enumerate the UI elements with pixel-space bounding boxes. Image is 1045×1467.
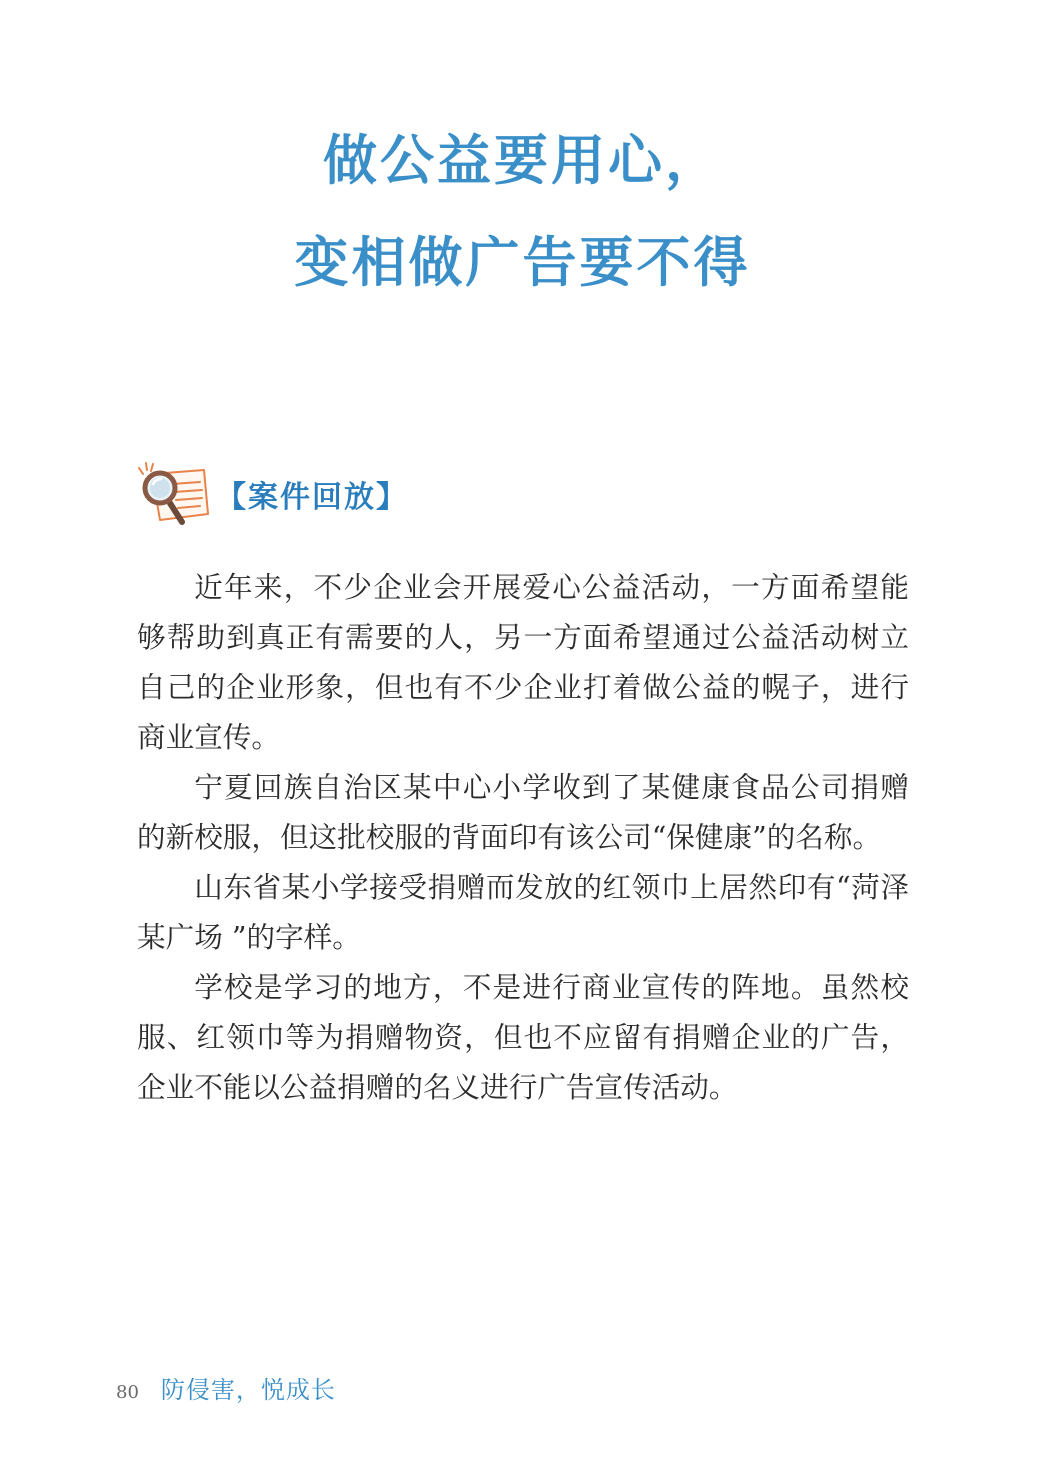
page-title-line-1: 做公益要用心， <box>323 128 722 192</box>
body-text <box>137 562 909 1112</box>
paragraph-2: 宁夏回族自治区某中心小学收到了某健康食品公司捐赠的新校服，但这批校服的背面印有该公司“保健康”的名称。 <box>137 770 909 854</box>
section-label: 【案件回放】 <box>216 480 408 515</box>
book-title: 防侵害，悦成长 <box>160 1376 336 1404</box>
page-number: 80 <box>116 1382 139 1403</box>
paragraph-4: 学校是学习的地方，不是进行商业宣传的阵地。虽然校服、红领巾等为捐赠物资，但也不应留有捐赠企业的广告，企业不能以公益捐赠的名义进行广告宣传活动。 <box>137 970 909 1104</box>
page-title-line-2: 变相做广告要不得 <box>294 230 751 294</box>
paragraph-3: 山东省某小学接受捐赠而发放的红领巾上居然印有“菏泽某广场 ”的字样。 <box>137 870 909 954</box>
section-header <box>130 458 408 530</box>
magnifier-document-icon <box>130 458 212 530</box>
paragraph-1: 近年来，不少企业会开展爱心公益活动，一方面希望能够帮助到真正有需要的人，另一方面希望通过公益活动树立自己的企业形象，但也有不少企业打着做公益的幌子，进行商业宣传。 <box>137 570 909 754</box>
page-footer <box>116 1370 336 1405</box>
